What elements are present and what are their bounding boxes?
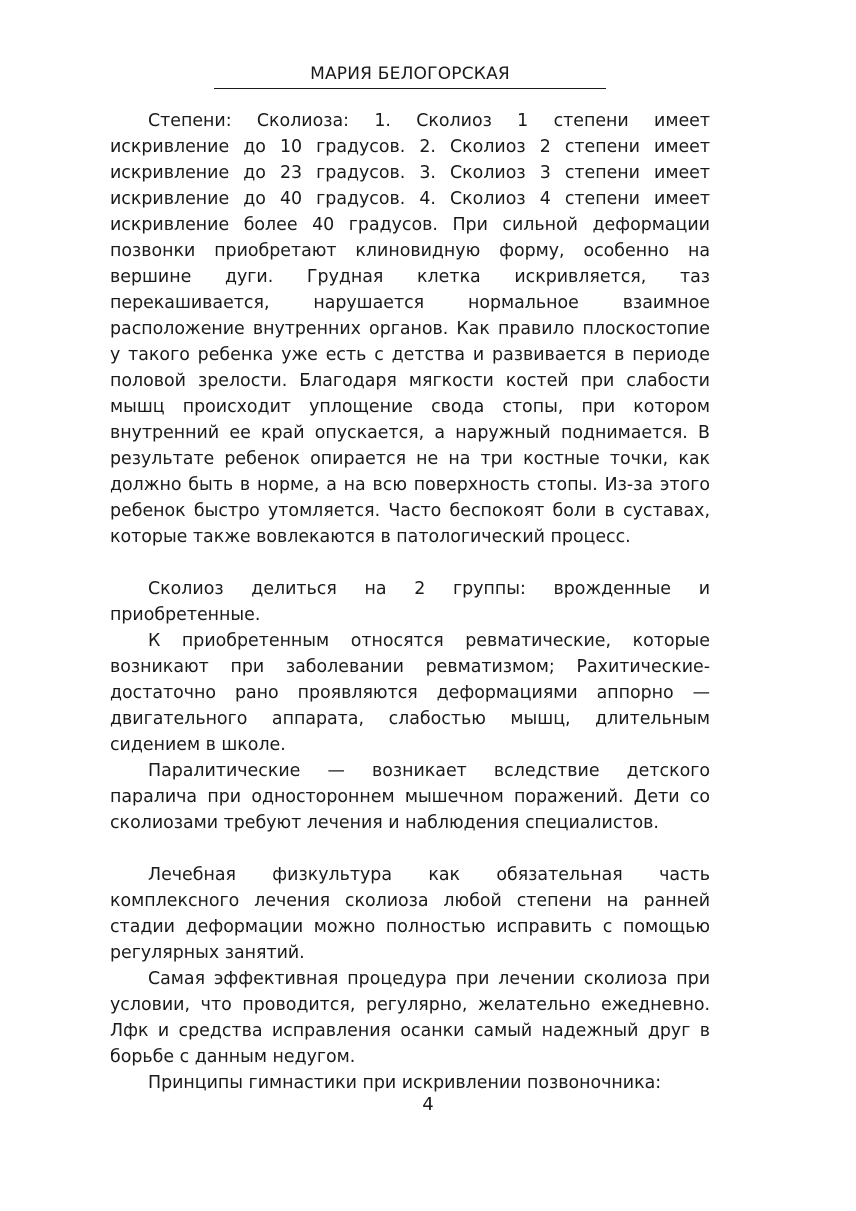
- paragraph-scoliosis-degrees: Степени: Сколиоза: 1. Сколиоз 1 степени имеет искривление до 10 градусов. 2. Сколиоз 2 степени имеет искривление до 23 градусов. 3. Сколиоз 3 степени имеет искривление до 40 градусов. 4. Сколиоз 4 степени имеет искривление более 40 градусов. При сильной деформации позвонки приобретают клиновидную форму, особенно на вершине дуги. Грудная клетка искривляется, таз перекашивается, нарушается нормальное взаимное расположение внутренних органов. Как правило плоскостопие у такого ребенка уже есть с детства и развивается в периоде половой зрелости. Благодаря мягкости костей при слабости мышц происходит уплощение свода стопы, при котором внутренний ее край опускается, а наружный поднимается. В результате ребенок опирается не на три костные точки, как должно быть в норме, а на всю поверхность стопы. Из-за этого ребенок быстро утомляется. Часто беспокоят боли в суставах, которые также вовлекаются в патологический процесс.: [110, 111, 710, 547]
- paragraph-acquired-types: К приобретенным относятся ревматические, которые возникают при заболевании ревматизмом; Рахитические- достаточно рано проявляются деформациями аппорно — двигательного аппарата, слабостью мышц, длительным сидением в школе.: [110, 631, 710, 755]
- running-head-title: МАРИЯ БЕЛОГОРСКАЯ: [214, 64, 606, 89]
- paragraph-effective-procedure: Самая эффективная процедура при лечении сколиоза при условии, что проводится, регулярно, желательно ежедневно. Лфк и средства исправления осанки самый надежный друг в борьбе с данным недугом.: [110, 969, 710, 1067]
- page-body: [110, 108, 710, 1096]
- paragraph-gymnastics-principles: Принципы гимнастики при искривлении позвоночника:: [148, 1073, 662, 1093]
- page-number: 4: [422, 1094, 434, 1115]
- paragraph-exercise-therapy: Лечебная физкультура как обязательная часть комплексного лечения сколиоза любой степени на ранней стадии деформации можно полностью исправить с помощью регулярных занятий.: [110, 865, 710, 963]
- paragraph-scoliosis-groups: Сколиоз делиться на 2 группы: врожденные и приобретенные.: [110, 579, 710, 625]
- paragraph-paralytic: Паралитические — возникает вследствие детского паралича при одностороннем мышечном поражений. Дети со сколиозами требуют лечения и наблюдения специалистов.: [110, 761, 710, 833]
